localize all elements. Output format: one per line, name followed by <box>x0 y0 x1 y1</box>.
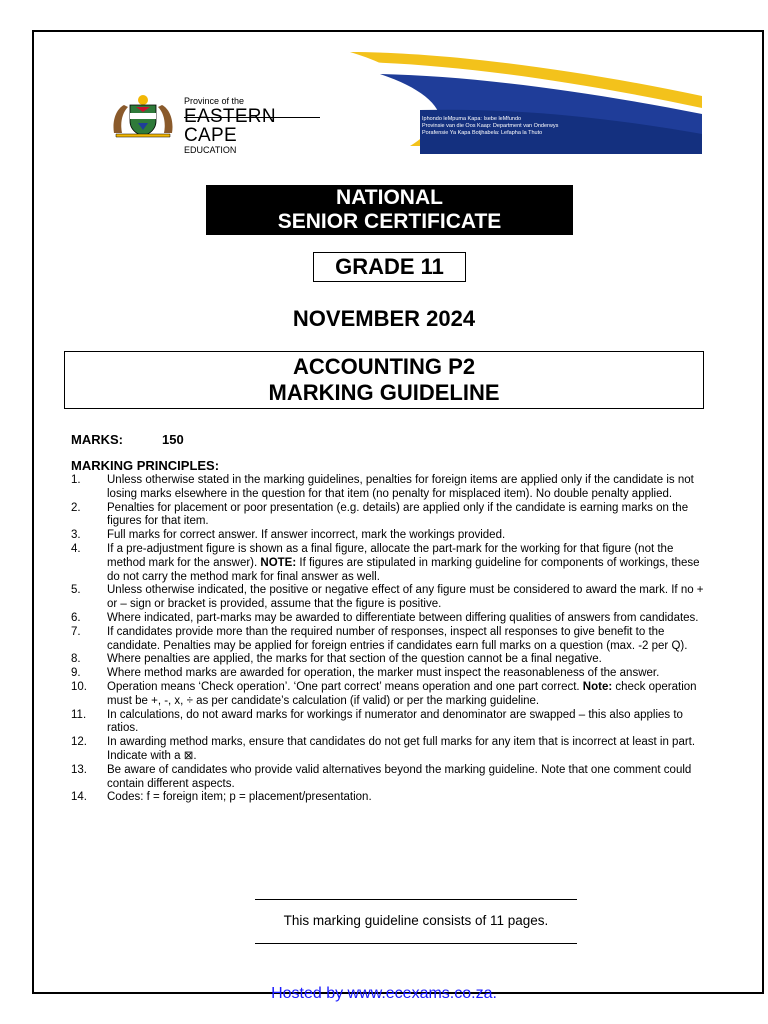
list-item <box>71 653 711 667</box>
list-item <box>71 543 711 584</box>
list-item <box>71 791 711 805</box>
list-item <box>71 736 711 764</box>
item-number: 7. <box>71 625 81 638</box>
list-item <box>71 681 711 709</box>
item-text: Where method marks are awarded for operation, the marker must inspect the reasonableness of the answer. <box>107 667 660 680</box>
eastern-cape-logo <box>108 93 323 155</box>
item-number: 9. <box>71 667 81 680</box>
footer-rule-bottom <box>255 943 577 944</box>
hosted-by-link[interactable]: Hosted by www.ecexams.co.za. <box>271 985 497 1002</box>
item-text: Codes: f = foreign item; p = placement/presentation. <box>107 791 372 804</box>
list-item <box>71 764 711 792</box>
logo-divider <box>184 117 320 118</box>
banner-line-1: Iphondo leMpuma Kapa: Isebe leMfundo <box>422 116 522 122</box>
list-item <box>71 584 711 612</box>
list-item <box>71 709 711 737</box>
page-count-note: This marking guideline consists of 11 pages. <box>283 913 549 928</box>
item-text-continued: If figures are stipulated in marking guideline for components of workings, these do not carry the method mark for final answer as well. <box>107 556 700 583</box>
item-text: If candidates provide more than the required number of responses, inspect all responses to give benefit to the candidate. Penalties may be applied for foreign entries if candidates earn full marks on a question (max. -2 per Q). <box>107 625 688 652</box>
item-number: 2. <box>71 501 81 514</box>
item-text: In calculations, do not award marks for workings if numerator and denominator are swapped – this also applies to ratios. <box>107 708 683 735</box>
item-number: 10. <box>71 680 87 693</box>
certificate-title-line-1: NATIONAL <box>336 186 443 209</box>
item-number: 13. <box>71 763 87 776</box>
certificate-title-box <box>206 185 573 235</box>
item-text: Be aware of candidates who provide valid alternatives beyond the marking guideline. Note that one comment could contain different aspects. <box>107 763 692 790</box>
logo-department-text: EDUCATION <box>184 145 237 155</box>
item-number: 14. <box>71 791 87 804</box>
document-type: MARKING GUIDELINE <box>268 380 500 405</box>
item-note-label: Note: <box>582 680 613 693</box>
item-number: 6. <box>71 611 81 624</box>
item-text: Penalties for placement or poor presentation (e.g. details) are applied only if the candidate is earning marks on the figures for that item. <box>107 501 689 528</box>
logo-province-text: Province of the <box>184 96 245 106</box>
marks-label: MARKS: <box>71 432 123 447</box>
item-number: 12. <box>71 736 87 749</box>
subject-title: ACCOUNTING P2 <box>292 354 476 379</box>
item-text: Where indicated, part-marks may be awarded to differentiate between differing qualities of answers from candidates. <box>107 611 699 624</box>
marking-principles-list <box>71 474 711 805</box>
header-banner <box>350 50 702 154</box>
banner-line-3: Porafensie Ya Kapa Botjhabela: Lefapha la Thuto <box>422 130 543 136</box>
item-number: 4. <box>71 542 81 555</box>
subject-box <box>64 351 704 409</box>
item-text: Operation means ‘Check operation’. ‘One part correct’ means operation and one part correct. <box>107 680 583 693</box>
item-text-continued: check operation must be +, -, x, ÷ as per candidate’s calculation (if valid) or per the marking guideline. <box>107 680 697 707</box>
banner-department-lines <box>422 116 602 137</box>
grade-box: GRADE 11 <box>313 252 466 282</box>
item-note-label: NOTE: <box>260 556 297 569</box>
item-text: Unless otherwise indicated, the positive or negative effect of any figure must be considered to award the mark. If no + or – sign or bracket is provided, assume that the figure is positive. <box>107 584 704 611</box>
item-text: Where penalties are applied, the marks for that section of the question cannot be a final negative. <box>107 653 602 666</box>
principles-heading: MARKING PRINCIPLES: <box>71 458 220 473</box>
banner-swoosh-icon <box>350 50 702 154</box>
item-number: 1. <box>71 474 81 486</box>
coat-of-arms-icon <box>108 93 178 139</box>
list-item <box>71 667 711 681</box>
item-number: 8. <box>71 653 81 666</box>
list-item <box>71 626 711 654</box>
item-number: 5. <box>71 584 81 597</box>
marks-line <box>71 432 184 447</box>
list-item <box>71 502 711 530</box>
item-text: If a pre-adjustment figure is shown as a final figure, allocate the part-mark for the working for that figure (not the method mark for the answer). <box>107 542 674 569</box>
banner-line-2: Provinsie van die Oos Kaap: Department van Onderwys <box>422 123 559 129</box>
list-item <box>71 474 711 502</box>
list-item <box>71 529 711 543</box>
item-text: In awarding method marks, ensure that candidates do not get full marks for any item that is incorrect at least in part. Indicate with a ⊠. <box>107 736 696 762</box>
list-item <box>71 612 711 626</box>
marks-value: 150 <box>162 432 184 447</box>
item-number: 11. <box>71 708 87 721</box>
exam-date: NOVEMBER 2024 <box>292 306 476 331</box>
item-text: Full marks for correct answer. If answer incorrect, mark the workings provided. <box>107 529 506 542</box>
certificate-title-line-2: SENIOR CERTIFICATE <box>277 210 502 233</box>
logo-name-text: EASTERN CAPE <box>184 106 276 146</box>
footer-rule-top <box>255 899 577 900</box>
item-number: 3. <box>71 529 81 542</box>
item-text: Unless otherwise stated in the marking guidelines, penalties for foreign items are applied only if the candidate is not losing marks elsewhere in the question for that item (no penalty for misplaced item). No double penalty applied. <box>107 474 694 500</box>
